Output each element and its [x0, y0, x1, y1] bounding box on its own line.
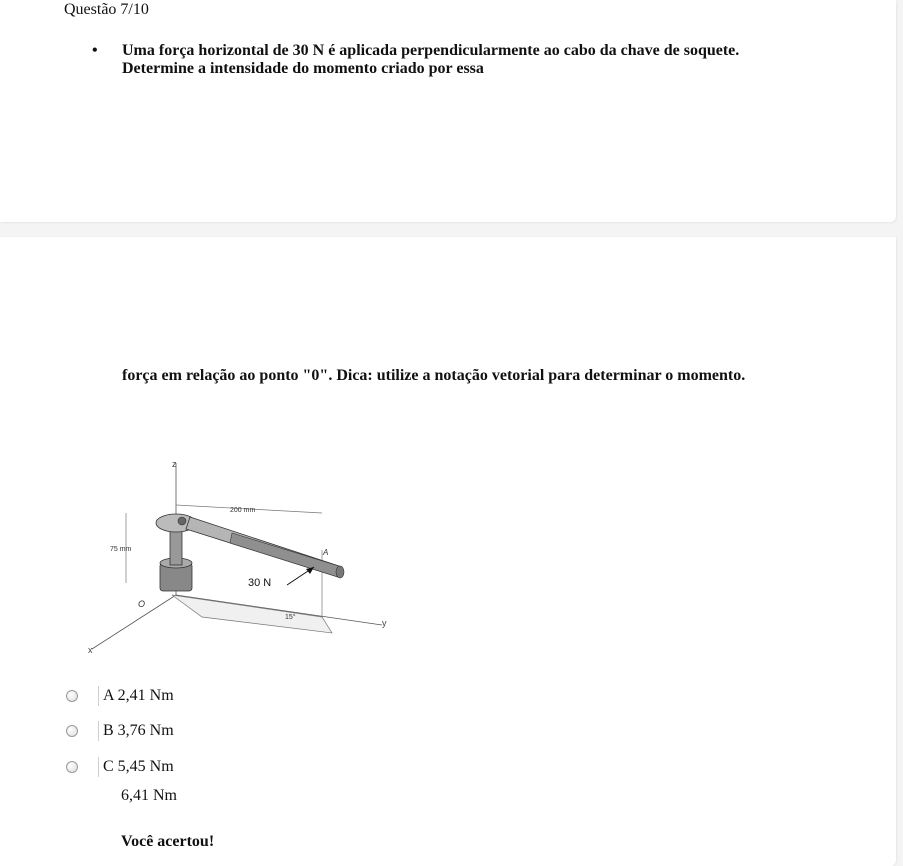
radio-option-a[interactable]	[66, 690, 78, 702]
wrench-shaft	[170, 527, 182, 565]
label-y: y	[382, 618, 387, 628]
label-A: A	[323, 548, 329, 557]
radio-option-c[interactable]	[66, 761, 78, 773]
feedback-message: Você acertou!	[121, 833, 215, 850]
option-b-label: B 3,76 Nm	[103, 722, 174, 739]
question-card-top	[0, 0, 896, 222]
label-75mm: 75 mm	[110, 546, 132, 553]
question-text-part2: força em relação ao ponto "0". Dica: utilize a notação vetorial para determinar o momento.	[122, 367, 746, 384]
label-angle: 15°	[285, 614, 296, 621]
label-200mm: 200 mm	[230, 507, 256, 514]
option-c-label: C 5,45 Nm	[103, 758, 174, 775]
radio-option-b[interactable]	[66, 725, 78, 737]
socket-wrench-figure	[82, 455, 392, 655]
option-a-label: A 2,41 Nm	[103, 687, 174, 704]
bullet: •	[92, 42, 98, 59]
label-force: 30 N	[248, 577, 272, 589]
question-title: Questão 7/10	[64, 1, 149, 18]
extra-answer-text: 6,41 Nm	[121, 787, 177, 804]
label-x: x	[88, 645, 93, 655]
x-axis	[92, 595, 176, 649]
label-O: O	[138, 599, 146, 609]
question-text-part1: Uma força horizontal de 30 N é aplicada perpendicularmente ao cabo da chave de soquete. Determine a intensidade do momento criado por essa	[122, 42, 740, 77]
label-z: z	[172, 459, 177, 469]
